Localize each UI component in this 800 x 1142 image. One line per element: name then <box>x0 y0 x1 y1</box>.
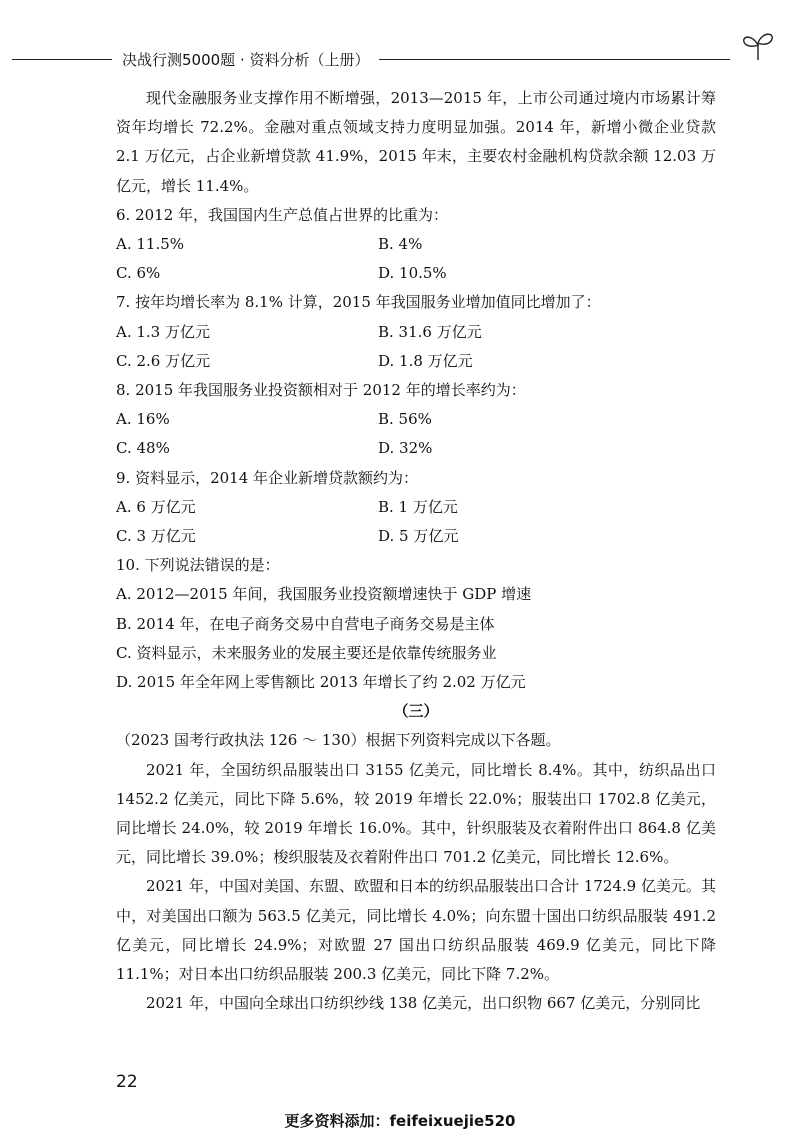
sprout-icon <box>738 28 778 62</box>
option-b: B. 1 万亿元 <box>378 497 458 516</box>
question-9-options-row-1 <box>116 493 716 522</box>
option-c: C. 6% <box>116 264 161 283</box>
material-paragraph-1: 2021 年，全国纺织品服装出口 3155 亿美元，同比增长 8.4%。其中，纺织品出口 1452.2 亿美元，同比下降 5.6%，较 2019 年增长 22.0%；服装出口 1702.8 亿美元，同比增长 24.0%，较 2019 年增长 16.0%。其中，针织服装及衣着附件出口 864.8 亿美元，同比增长 39.0%；梭织服装及衣着附件出口 701.2 亿美元，同比增长 12.6%。 <box>116 760 716 867</box>
question-7-stem: 7. 按年均增长率为 8.1% 计算，2015 年我国服务业增加值同比增加了： <box>116 293 601 312</box>
option-c: C. 2.6 万亿元 <box>116 351 211 370</box>
question-6-options-row-2 <box>116 259 716 288</box>
option-a: A. 6 万亿元 <box>116 497 196 516</box>
question-7-options-row-1 <box>116 318 716 347</box>
option-a: A. 11.5% <box>116 235 185 254</box>
option-b: B. 56% <box>378 410 432 429</box>
page-body <box>116 84 716 1019</box>
option-d: D. 10.5% <box>378 264 447 283</box>
question-10-stem: 10. 下列说法错误的是： <box>116 556 280 575</box>
page-number: 22 <box>116 1072 138 1092</box>
question-6-options-row-1 <box>116 230 716 259</box>
option-c: C. 3 万亿元 <box>116 527 196 546</box>
question-7-options-row-2 <box>116 347 716 376</box>
question-8-stem: 8. 2015 年我国服务业投资额相对于 2012 年的增长率约为： <box>116 381 526 400</box>
option-b: B. 2014 年，在电子商务交易中自营电子商务交易是主体 <box>116 614 495 633</box>
running-header <box>12 44 730 74</box>
option-b: B. 4% <box>378 235 423 254</box>
material-paragraph-3: 2021 年，中国向全球出口纺织纱线 138 亿美元，出口织物 667 亿美元，分别同比 <box>146 994 701 1013</box>
question-9-stem: 9. 资料显示，2014 年企业新增贷款额约为： <box>116 468 419 487</box>
option-d: D. 1.8 万亿元 <box>378 351 473 370</box>
header-title: 决战行测5000题 · 资料分析（上册） <box>122 50 370 69</box>
option-a: A. 1.3 万亿元 <box>116 322 210 341</box>
question-9-options-row-2 <box>116 522 716 551</box>
option-b: B. 31.6 万亿元 <box>378 322 482 341</box>
option-c: C. 48% <box>116 439 170 458</box>
passage-paragraph: 现代金融服务业支撑作用不断增强，2013—2015 年，上市公司通过境内市场累计筹资年均增长 72.2%。金融对重点领域支持力度明显加强。2014 年，新增小微企业贷款 2.1 万亿元，占企业新增贷款 41.9%，2015 年末，主要农村金融机构贷款余额 12.03 万亿元，增长 11.4%。 <box>116 89 716 195</box>
option-a: A. 2012—2015 年间，我国服务业投资额增速快于 GDP 增速 <box>116 585 532 604</box>
header-rule-left <box>12 59 112 60</box>
option-c: C. 资料显示，未来服务业的发展主要还是依靠传统服务业 <box>116 643 497 662</box>
section-heading: （三） <box>393 702 439 721</box>
question-8-options-row-2 <box>116 434 716 463</box>
footer-note: 更多资料添加：feifeixuejie520 <box>284 1112 516 1130</box>
option-a: A. 16% <box>116 410 170 429</box>
option-d: D. 32% <box>378 439 433 458</box>
header-rule-right <box>379 59 730 60</box>
option-d: D. 5 万亿元 <box>378 527 459 546</box>
question-6-stem: 6. 2012 年，我国国内生产总值占世界的比重为： <box>116 205 449 224</box>
section-source-note: （2023 国考行政执法 126 ～ 130）根据下列资料完成以下各题。 <box>116 731 561 750</box>
option-d: D. 2015 年全年网上零售额比 2013 年增长了约 2.02 万亿元 <box>116 673 526 692</box>
question-8-options-row-1 <box>116 405 716 434</box>
material-paragraph-2: 2021 年，中国对美国、东盟、欧盟和日本的纺织品服装出口合计 1724.9 亿美元。其中，对美国出口额为 563.5 亿美元，同比增长 4.0%；向东盟十国出口纺织品服装 491.2 亿美元，同比增长 24.9%；对欧盟 27 国出口纺织品服装 469.9 亿美元，同比下降 11.1%；对日本出口纺织品服装 200.3 亿美元，同比下降 7.2%。 <box>116 877 716 984</box>
